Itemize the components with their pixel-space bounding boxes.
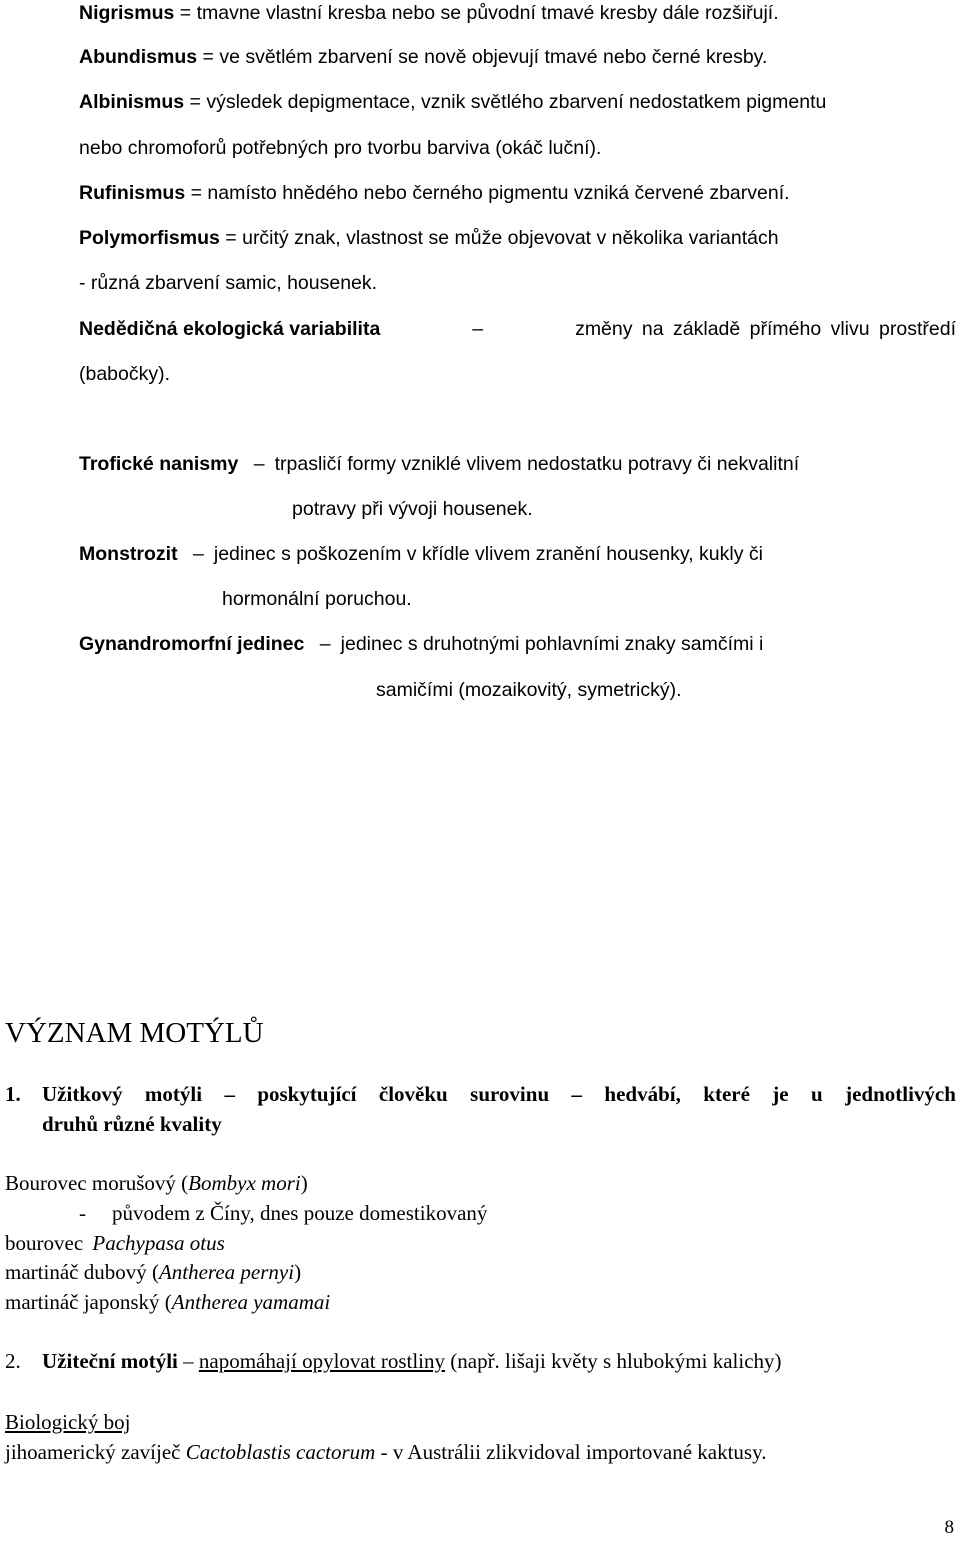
puvodem-text: původem z Číny, dnes pouze domestikovaný <box>112 1201 488 1225</box>
zavijec-common: jihoamerický zavíječ <box>5 1440 186 1464</box>
nigrismus-text: = tmavne vlastní kresba nebo se původní tmavé kresby dále rozšiřují. <box>174 2 779 24</box>
item1-word: – <box>571 1082 583 1106</box>
nededicna-text <box>575 316 956 342</box>
monstrozit-line <box>79 541 763 567</box>
gynandro-dash: – <box>319 633 331 655</box>
dubovy-common: martináč dubový ( <box>5 1260 159 1284</box>
item2-line <box>42 1348 782 1374</box>
albinismus-term: Albinismus <box>79 91 185 113</box>
troficke-term: Trofické nanismy <box>79 453 239 475</box>
japonsky-latin: Antherea yamamai <box>171 1290 331 1314</box>
bourovec-post: ) <box>300 1171 308 1195</box>
item1-word: které <box>703 1082 750 1106</box>
albinismus-line2: nebo chromoforů potřebných pro tvorbu barviva (okáč luční). <box>79 137 602 159</box>
pachypasa-line <box>5 1230 225 1256</box>
dubovy-post: ) <box>294 1260 302 1284</box>
nigrismus-line <box>79 0 779 26</box>
item2-post: (např. lišaji květy s hlubokými kalichy) <box>445 1349 782 1373</box>
item1-word: člověku <box>378 1082 448 1106</box>
pachypasa-common: bourovec <box>5 1231 89 1255</box>
item1-line2: druhů různé kvality <box>42 1112 222 1136</box>
polymorfismus-line <box>79 225 779 251</box>
dubovy-latin: Antherea pernyi <box>158 1260 295 1284</box>
monstrozit-line2: hormonální poruchou. <box>222 588 412 610</box>
nededicna-term: Nedědičná ekologická variabilita <box>79 318 381 340</box>
polymorfismus-text: = určitý znak, vlastnost se může objevovat v několika variantách <box>219 227 779 249</box>
gynandro-line <box>79 631 763 657</box>
item1-word: hedvábí, <box>604 1082 681 1106</box>
polymorfismus-line2: - různá zbarvení samic, housenek. <box>79 272 378 294</box>
zavijec-latin: Cactoblastis cactorum <box>185 1440 376 1464</box>
nededicna-text-content: změny na základě přímého vlivu prostředí <box>575 318 956 340</box>
albinismus-line <box>79 89 826 115</box>
zavijec-line <box>5 1439 766 1465</box>
bourovec-latin: Bombyx mori <box>188 1171 301 1195</box>
polymorfismus-term: Polymorfismus <box>79 227 220 249</box>
monstrozit-dash: – <box>193 543 204 565</box>
bourovec-line <box>5 1170 308 1196</box>
item1-word: u <box>811 1082 823 1106</box>
puvodem-line <box>79 1200 487 1226</box>
abundismus-term: Abundismus <box>79 46 198 68</box>
item1-line1 <box>42 1081 956 1107</box>
item2-dash: – <box>177 1349 199 1373</box>
bourovec-common: Bourovec morušový ( <box>5 1171 189 1195</box>
item1-word: poskytující <box>257 1082 357 1106</box>
item1-word: motýli <box>144 1082 203 1106</box>
rufinismus-term: Rufinismus <box>79 182 186 204</box>
item2-term: Užiteční motýli <box>42 1349 178 1373</box>
nededicna-line2: (babočky). <box>79 363 171 385</box>
troficke-line <box>79 451 799 477</box>
item1-word: je <box>772 1082 789 1106</box>
rufinismus-text: = namísto hnědého nebo černého pigmentu vzniká červené zbarvení. <box>185 182 790 204</box>
japonsky-line <box>5 1289 330 1315</box>
gynandro-text: jedinec s druhotnými pohlavními znaky samčími i <box>340 633 764 655</box>
troficke-line2: potravy při vývoji housenek. <box>292 498 533 520</box>
vyznam-heading: VÝZNAM MOTÝLŮ <box>5 1017 264 1049</box>
biologicky-boj: Biologický boj <box>5 1410 131 1434</box>
item2-number: 2. <box>5 1349 21 1373</box>
item1-word: Užitkový <box>42 1082 123 1106</box>
item2-underlined: napomáhají opylovat rostliny <box>198 1349 445 1373</box>
albinismus-text: = výsledek depigmentace, vznik světlého zbarvení nedostatkem pigmentu <box>184 91 827 113</box>
page-number: 8 <box>944 1517 954 1538</box>
abundismus-line <box>79 44 767 70</box>
japonsky-common: martináč japonský ( <box>5 1290 172 1314</box>
gynandro-term: Gynandromorfní jedinec <box>79 633 305 655</box>
nededicna-dash: – <box>472 318 484 340</box>
zavijec-post: - v Austrálii zlikvidoval importované kaktusy. <box>375 1440 767 1464</box>
item1-number: 1. <box>5 1082 21 1106</box>
troficke-text: trpasličí formy vzniklé vlivem nedostatku potravy či nekvalitní <box>274 453 800 475</box>
gynandro-line2: samičími (mozaikovitý, symetrický). <box>376 679 682 701</box>
puvodem-dash: - <box>79 1201 86 1225</box>
nigrismus-term: Nigrismus <box>79 2 175 24</box>
dubovy-line <box>5 1259 301 1285</box>
item1-word: surovinu <box>470 1082 550 1106</box>
rufinismus-line <box>79 180 790 206</box>
troficke-dash: – <box>253 453 265 475</box>
pachypasa-latin: Pachypasa otus <box>92 1231 225 1255</box>
abundismus-text: = ve světlém zbarvení se nově objevují tmavé nebo černé kresby. <box>197 46 768 68</box>
monstrozit-term: Monstrozit <box>79 543 178 565</box>
monstrozit-text: jedinec s poškozením v křídle vlivem zranění housenky, kukly či <box>213 543 763 565</box>
item1-word: – <box>224 1082 235 1106</box>
nededicna-line <box>79 316 956 342</box>
item1-word: jednotlivých <box>845 1082 956 1106</box>
